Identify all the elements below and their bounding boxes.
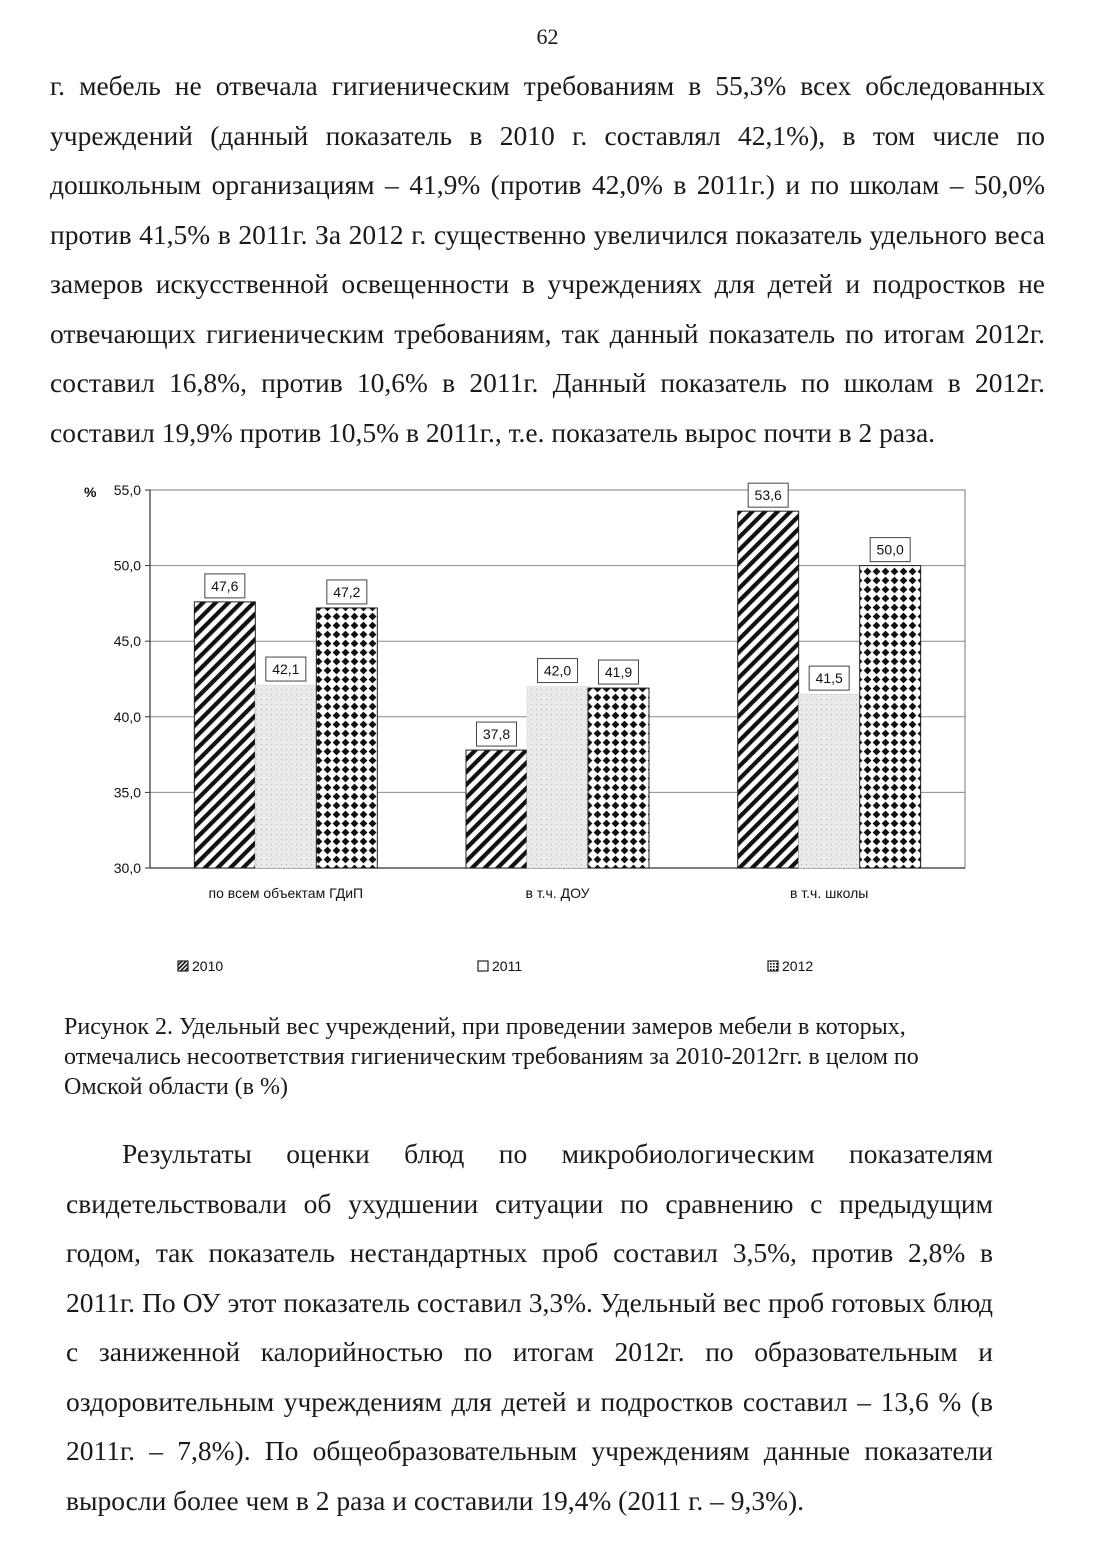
data-label: 42,0 bbox=[543, 662, 572, 679]
bar-2011 bbox=[799, 694, 860, 868]
x-category-label: в т.ч. школы bbox=[789, 885, 869, 901]
body-paragraph-top: г. мебель не отвечала гигиеническим требованиям в 55,3% всех обследованных учреждений (данный показатель в 2010 г. составлял 42,1%), в том числе по дошкольным организациям – 41,9% (против 42,0% в 2011г.) и по школам – 50,0% против 41,5% в 2011г. За 2012 г. существенно увеличился показатель удельного веса замеров искусственной освещенности в учреждениях для детей и подростков не отвечающих гигиеническим требованиям, так данный показатель по итогам 2012г. составил 16,8%, против 10,6% в 2011г. Данный показатель по школам в 2012г. составил 19,9% против 10,5% в 2011г., т.е. показатель вырос почти в 2 раза. bbox=[50, 70, 1045, 448]
bar-2012 bbox=[588, 688, 649, 868]
body-paragraph-bottom: Результаты оценки блюд по микробиологическим показателям свидетельствовали об ухудшении ситуации по сравнению с предыдущим годом, так показатель нестандартных проб составил 3,5%, против 2,8% в 2011г. По ОУ этот показатель составил 3,3%. Удельный вес проб готовых блюд с заниженной калорийностью по итогам 2012г. по образовательным и оздоровительным учреждениям для детей и подростков составил – 13,6 % (в 2011г. – 7,8%). По общеобразовательным учреждениям данные показатели выросли более чем в 2 раза и составили 19,4% (2011 г. – 9,3%). bbox=[66, 1138, 993, 1516]
legend-label-2011: 2011 bbox=[492, 958, 523, 974]
data-label: 42,1 bbox=[272, 661, 300, 678]
y-tick-label: 35,0 bbox=[113, 784, 141, 801]
data-label: 41,5 bbox=[815, 670, 843, 687]
y-tick-label: 45,0 bbox=[113, 633, 141, 650]
bar-2010 bbox=[466, 750, 527, 868]
x-category-label: по всем объектам ГДиП bbox=[208, 885, 364, 901]
bar-chart bbox=[80, 468, 1010, 988]
figure-caption: Рисунок 2. Удельный вес учреждений, при проведении замеров мебели в которых, отмечались несоответствия гигиеническим требованиям за 2010-2012гг. в целом по Омской области (в %) bbox=[64, 1014, 919, 1100]
y-tick-label: 30,0 bbox=[113, 860, 141, 876]
y-tick-label: 50,0 bbox=[113, 557, 141, 574]
legend-swatch-2011 bbox=[478, 961, 488, 971]
bar-2010 bbox=[194, 602, 255, 868]
y-axis-unit: % bbox=[84, 484, 97, 500]
x-category-label: в т.ч. ДОУ bbox=[525, 885, 590, 901]
data-label: 50,0 bbox=[876, 541, 904, 558]
data-label: 47,6 bbox=[211, 577, 239, 594]
bar-2011 bbox=[255, 685, 316, 868]
bar-2010 bbox=[738, 511, 799, 868]
legend-swatch-2010 bbox=[178, 961, 188, 971]
y-tick-label: 55,0 bbox=[113, 482, 141, 498]
page-number: 62 bbox=[536, 24, 559, 49]
data-label: 47,2 bbox=[333, 583, 361, 600]
legend bbox=[178, 958, 813, 974]
legend-swatch-2012 bbox=[768, 961, 778, 971]
figure-bar-chart bbox=[80, 468, 1010, 988]
legend-label-2012: 2012 bbox=[782, 958, 814, 974]
data-label: 41,9 bbox=[604, 664, 633, 681]
x-axis-categories bbox=[209, 885, 869, 901]
bar-2012 bbox=[860, 566, 921, 868]
y-tick-label: 40,0 bbox=[113, 708, 141, 725]
bar-2012 bbox=[316, 608, 377, 868]
data-label: 37,8 bbox=[482, 726, 511, 743]
data-label: 53,6 bbox=[754, 487, 782, 504]
legend-label-2010: 2010 bbox=[192, 958, 224, 974]
bar-2011 bbox=[527, 687, 588, 868]
